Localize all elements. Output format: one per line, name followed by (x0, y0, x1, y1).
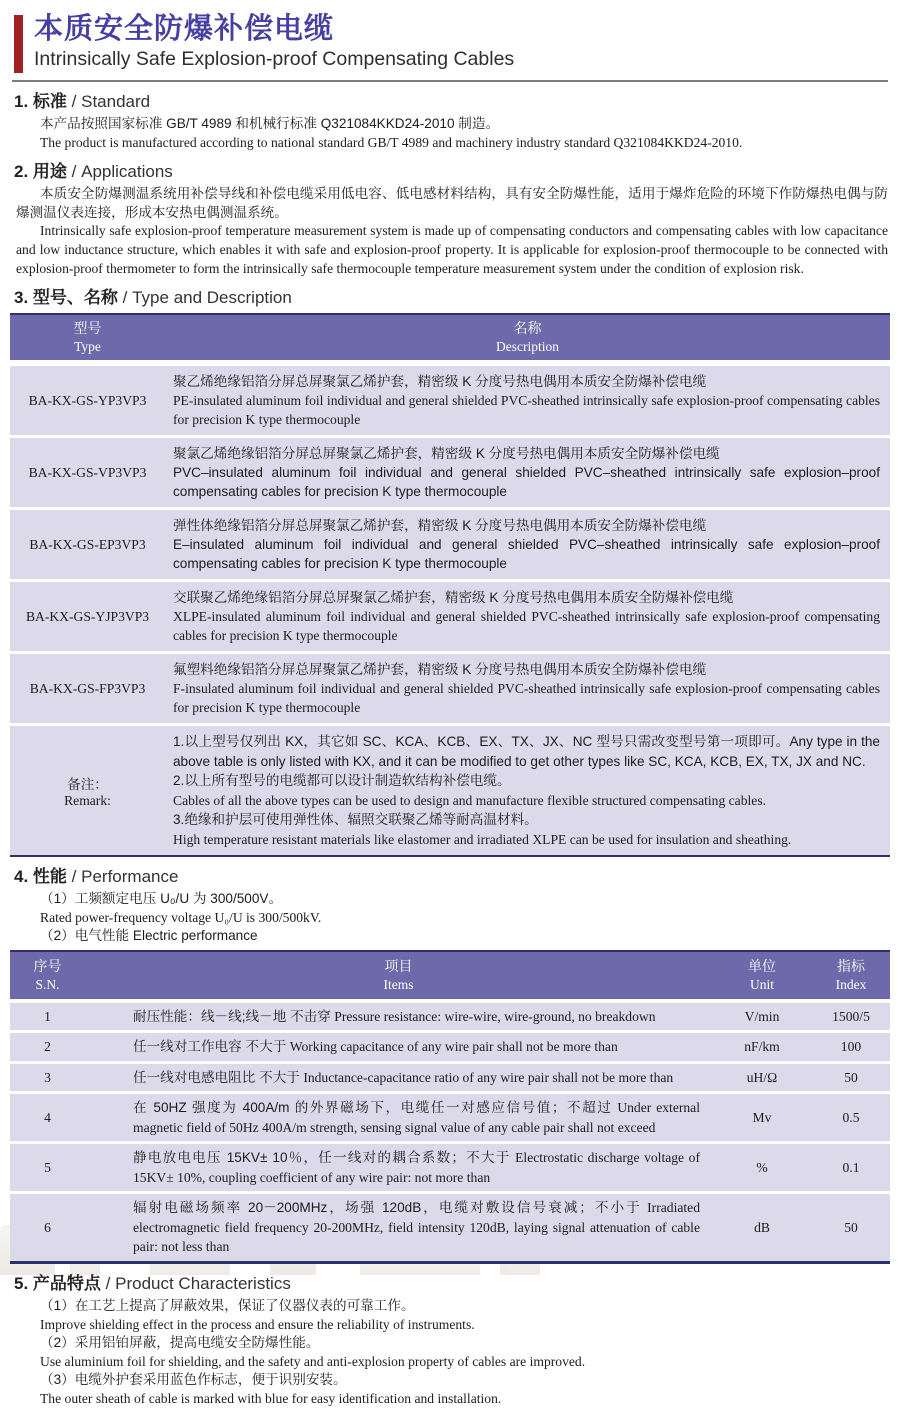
section-5-line: （2）采用铝铂屏蔽，提高电缆安全防爆性能。 (40, 1335, 320, 1351)
section-1-heading-zh: 1. 标准 (14, 92, 67, 111)
section-2-heading-en: Applications (81, 162, 173, 182)
table-row (10, 510, 890, 579)
remark-row (10, 726, 890, 855)
red-accent-bar (14, 15, 23, 73)
index-cell: 50 (844, 1219, 858, 1235)
items-column-header (85, 957, 712, 994)
remark-line: High temperature resistant materials like elastomer and irradiated XLPE can be used for insulation and sheathing. (173, 831, 792, 847)
description-header-zh: 名称 (513, 320, 542, 337)
remark-line: 3.绝缘和护层可使用弹性体、辐照交联聚乙烯等耐高温材料。 (173, 812, 538, 828)
section-1-line-zh: 本产品按照国家标准 GB/T 4989 和机械行标准 Q321084KKD24-2010 制造。 (40, 116, 500, 131)
description-zh: 聚乙烯绝缘铝箔分屏总屏聚氯乙烯护套，精密级 K 分度号热电偶用本质安全防爆补偿电缆 (173, 374, 707, 390)
table-row (10, 654, 890, 723)
table-row (10, 366, 890, 435)
section-2-paragraph-en: Intrinsically safe explosion-proof temperature measurement system is made up of compensating conductors and compensating cables with low capacitance and low inductance structure, which enables it with safe and explosion-proof property. It is applicable for explosion-proof thermocouple to be connected with explosion-proof thermometer to form the intrinsically safe thermocouple temperature measurement system under the condition of explosion risk. (16, 223, 888, 276)
item-en: Under external magnetic field of 50Hz 400A/m strength, sensing signal value of any cable pair shall not exceed (133, 1100, 700, 1135)
heading-separator: / (71, 92, 77, 111)
items-cell (85, 1194, 712, 1261)
section-2-paragraph-zh: 本质安全防爆测温系统用补偿导线和补偿电缆采用低电容、低电感材料结构，具有安全防爆性能，适用于爆炸危险的环境下作防爆热电偶与防爆测温仪表连接，形成本安热电偶测温系统。 (16, 186, 888, 220)
sn-cell: 3 (44, 1069, 51, 1085)
table-row (10, 1033, 890, 1061)
table-row (10, 1094, 890, 1141)
section-4-heading (14, 866, 890, 888)
section-1-heading (14, 91, 890, 113)
items-header-en: Items (383, 976, 414, 992)
item-en: Working capacitance of any wire pair shall not be more than (289, 1039, 618, 1055)
sn-cell: 6 (44, 1219, 51, 1235)
description-cell (165, 582, 890, 651)
section-3-heading-zh: 3. 型号、名称 (14, 288, 118, 308)
item-zh: 任一线对工作电容 不大于 (133, 1039, 287, 1055)
description-header-en: Description (496, 339, 559, 355)
index-cell: 0.5 (842, 1109, 860, 1125)
item-en: Irradiated electromagnetic field frequency 20-200MHz, field intensity 120dB, laying signal attenuation of cable pair: not less than (133, 1200, 700, 1255)
index-cell: 1500/5 (832, 1008, 870, 1024)
index-header-zh: 指标 (837, 957, 865, 974)
item-zh: 任一线对电感电阻比 不大于 (133, 1069, 300, 1085)
section-3-heading (14, 287, 890, 309)
item-zh: 静电放电电压 15KV± 10％，任一线对的耦合系数；不大于 (133, 1150, 511, 1166)
unit-cell: % (756, 1159, 768, 1175)
type-header-zh: 型号 (73, 320, 102, 337)
items-cell (85, 1144, 712, 1191)
section-5-heading-zh: 5. 产品特点 (14, 1273, 101, 1293)
index-header-en: Index (835, 976, 867, 992)
type-column-header (10, 319, 165, 356)
section-5-heading-en: Product Characteristics (115, 1273, 291, 1293)
section-4-heading-zh: 4. 性能 (14, 867, 67, 887)
index-cell: 0.1 (842, 1159, 860, 1175)
section-5-heading (14, 1273, 890, 1295)
unit-cell: V/min (744, 1008, 780, 1024)
section-1-heading-en: Standard (81, 92, 151, 111)
sn-header-en: S.N. (35, 976, 60, 992)
section-4-line: （2）电气性能 Electric performance (40, 928, 258, 944)
description-en: E–insulated aluminum foil individual and general shielded PVC–sheathed intrinsically safe explosion–proof compensating cables for precision K type thermocouple (173, 537, 880, 572)
section-3-heading-en: Type and Description (132, 288, 292, 308)
section-5-line: （1）在工艺上提高了屏蔽效果，保证了仪器仪表的可靠工作。 (40, 1297, 415, 1313)
section-5-line: The outer sheath of cable is marked with blue for easy identification and installation. (40, 1390, 502, 1406)
description-en: F-insulated aluminum foil individual and general shielded PVC-sheathed intrinsically safe explosion-proof compensating cables for precision K type thermocouple (173, 681, 880, 716)
index-cell: 100 (840, 1039, 862, 1055)
index-column-header (812, 957, 890, 994)
heading-separator: / (122, 288, 128, 308)
table-row (10, 1144, 890, 1191)
unit-cell: uH/Ω (746, 1069, 778, 1085)
items-cell (85, 1033, 712, 1061)
sn-header-zh: 序号 (33, 957, 62, 974)
remark-line: Cables of all the above types can be used to design and manufacture flexible structured compensating cables. (173, 792, 767, 808)
type-cell: BA-KX-GS-EP3VP3 (29, 536, 146, 552)
description-cell (165, 366, 890, 435)
description-cell (165, 510, 890, 579)
sn-column-header (10, 957, 85, 994)
unit-cell: dB (754, 1219, 770, 1235)
table-row (10, 1003, 890, 1031)
section-5-line: （3）电缆外护套采用蓝色作标志，便于识别安装。 (40, 1372, 347, 1388)
remark-line: 1.以上型号仅列出 KX，其它如 SC、KCA、KCB、EX、TX、JX、NC 型号只需改变型号第一项即可。Any type in the above table is only listed with KX, and it can be modified to get other types like SC, KCA, KCB, EX, TX, JX and NC. (173, 734, 880, 769)
description-zh: 氟塑料绝缘铝箔分屏总屏聚氯乙烯护套，精密级 K 分度号热电偶用本质安全防爆补偿电缆 (173, 662, 707, 678)
unit-column-header (712, 957, 812, 994)
sn-cell: 4 (44, 1109, 51, 1125)
items-header-zh: 项目 (384, 957, 413, 974)
remark-content-cell (165, 726, 890, 855)
description-zh: 交联聚乙烯绝缘铝箔分屏总屏聚氯乙烯护套，精密级 K 分度号热电偶用本质安全防爆补偿电缆 (173, 590, 734, 606)
section-5-line: Use aluminium foil for shielding, and the safety and anti-explosion property of cables are improved. (40, 1353, 586, 1369)
performance-table-header (10, 950, 890, 999)
sn-cell: 1 (44, 1008, 51, 1024)
unit-cell: Mv (752, 1109, 772, 1125)
header-divider (12, 80, 888, 82)
description-zh: 聚氯乙烯绝缘铝箔分屏总屏聚氯乙烯护套，精密级 K 分度号热电偶用本质安全防爆补偿电缆 (173, 446, 720, 462)
type-cell: BA-KX-GS-YP3VP3 (28, 392, 147, 408)
remark-label-en: Remark: (64, 792, 111, 808)
heading-separator: / (105, 1273, 111, 1293)
description-en: XLPE-insulated aluminum foil individual and general shielded PVC-sheathed intrinsically safe explosion-proof compensating cables for precision K type thermocouple (173, 609, 880, 644)
page-title-english: Intrinsically Safe Explosion-proof Compensating Cables (34, 48, 515, 70)
heading-separator: / (71, 162, 77, 182)
document-header (14, 12, 890, 73)
index-cell: 50 (844, 1069, 858, 1085)
type-cell: BA-KX-GS-YJP3VP3 (25, 608, 150, 624)
sn-cell: 2 (44, 1039, 51, 1055)
performance-table (10, 950, 890, 1264)
type-cell: BA-KX-GS-VP3VP3 (28, 464, 147, 480)
heading-separator: / (71, 867, 77, 887)
type-table-header (10, 313, 890, 360)
items-cell (85, 1064, 712, 1092)
section-2-heading (14, 161, 890, 183)
section-4-line: （1）工频额定电压 U₀/U 为 300/500V。 (40, 891, 283, 907)
unit-header-zh: 单位 (748, 957, 776, 974)
description-cell (165, 654, 890, 723)
page-title-chinese: 本质安全防爆补偿电缆 (34, 13, 335, 45)
section-4-heading-en: Performance (81, 867, 179, 887)
unit-header-en: Unit (749, 976, 774, 992)
description-zh: 弹性体绝缘铝箔分屏总屏聚氯乙烯护套，精密级 K 分度号热电偶用本质安全防爆补偿电缆 (173, 518, 707, 534)
description-cell (165, 438, 890, 507)
item-zh: 耐压性能：线－线;线－地 不击穿 (133, 1008, 331, 1024)
type-description-table (10, 313, 890, 857)
items-cell (85, 1003, 712, 1031)
description-en: PE-insulated aluminum foil individual and general shielded PVC-sheathed intrinsically safe explosion-proof compensating cables for precision K type thermocouple (173, 393, 880, 428)
item-en: Electrostatic discharge voltage of 15KV± 10%, coupling coefficient of any wire pair: not more than (133, 1150, 700, 1185)
table-row (10, 438, 890, 507)
type-cell: BA-KX-GS-FP3VP3 (29, 680, 146, 696)
section-5-line: Improve shielding effect in the process and ensure the reliability of instruments. (40, 1316, 475, 1332)
table-row (10, 1194, 890, 1261)
remark-line: 2.以上所有型号的电缆都可以设计制造软结构补偿电缆。 (173, 773, 511, 789)
item-en: Inductance-capacitance ratio of any wire pair shall not be more than (303, 1069, 674, 1085)
section-1-line-en: The product is manufactured according to national standard GB/T 4989 and machinery industry standard Q321084KKD24-2010. (40, 134, 743, 150)
section-4-line: Rated power-frequency voltage U₀/U is 300/500kV. (40, 909, 322, 925)
remark-label-cell (10, 726, 165, 855)
remark-label-zh: 备注： (67, 776, 108, 792)
table-row (10, 582, 890, 651)
unit-cell: nF/km (744, 1039, 780, 1055)
item-zh: 在 50HZ 强度为 400A/m 的外界磁场下，电缆任一对感应信号值；不超过 (133, 1100, 613, 1116)
item-zh: 辐射电磁场频率 20－200MHz，场强 120dB，电缆对敷设信号衰减；不小于 (133, 1200, 642, 1216)
item-en: Pressure resistance: wire-wire, wire-ground, no breakdown (334, 1008, 656, 1024)
table-row (10, 1064, 890, 1092)
description-column-header (165, 319, 890, 356)
type-header-en: Type (74, 339, 101, 355)
items-cell (85, 1094, 712, 1141)
section-2-heading-zh: 2. 用途 (14, 162, 67, 182)
sn-cell: 5 (44, 1159, 51, 1175)
description-en: PVC–insulated aluminum foil individual and general shielded PVC–sheathed intrinsically safe explosion–proof compensating cables for precision K type thermocouple (173, 465, 880, 500)
